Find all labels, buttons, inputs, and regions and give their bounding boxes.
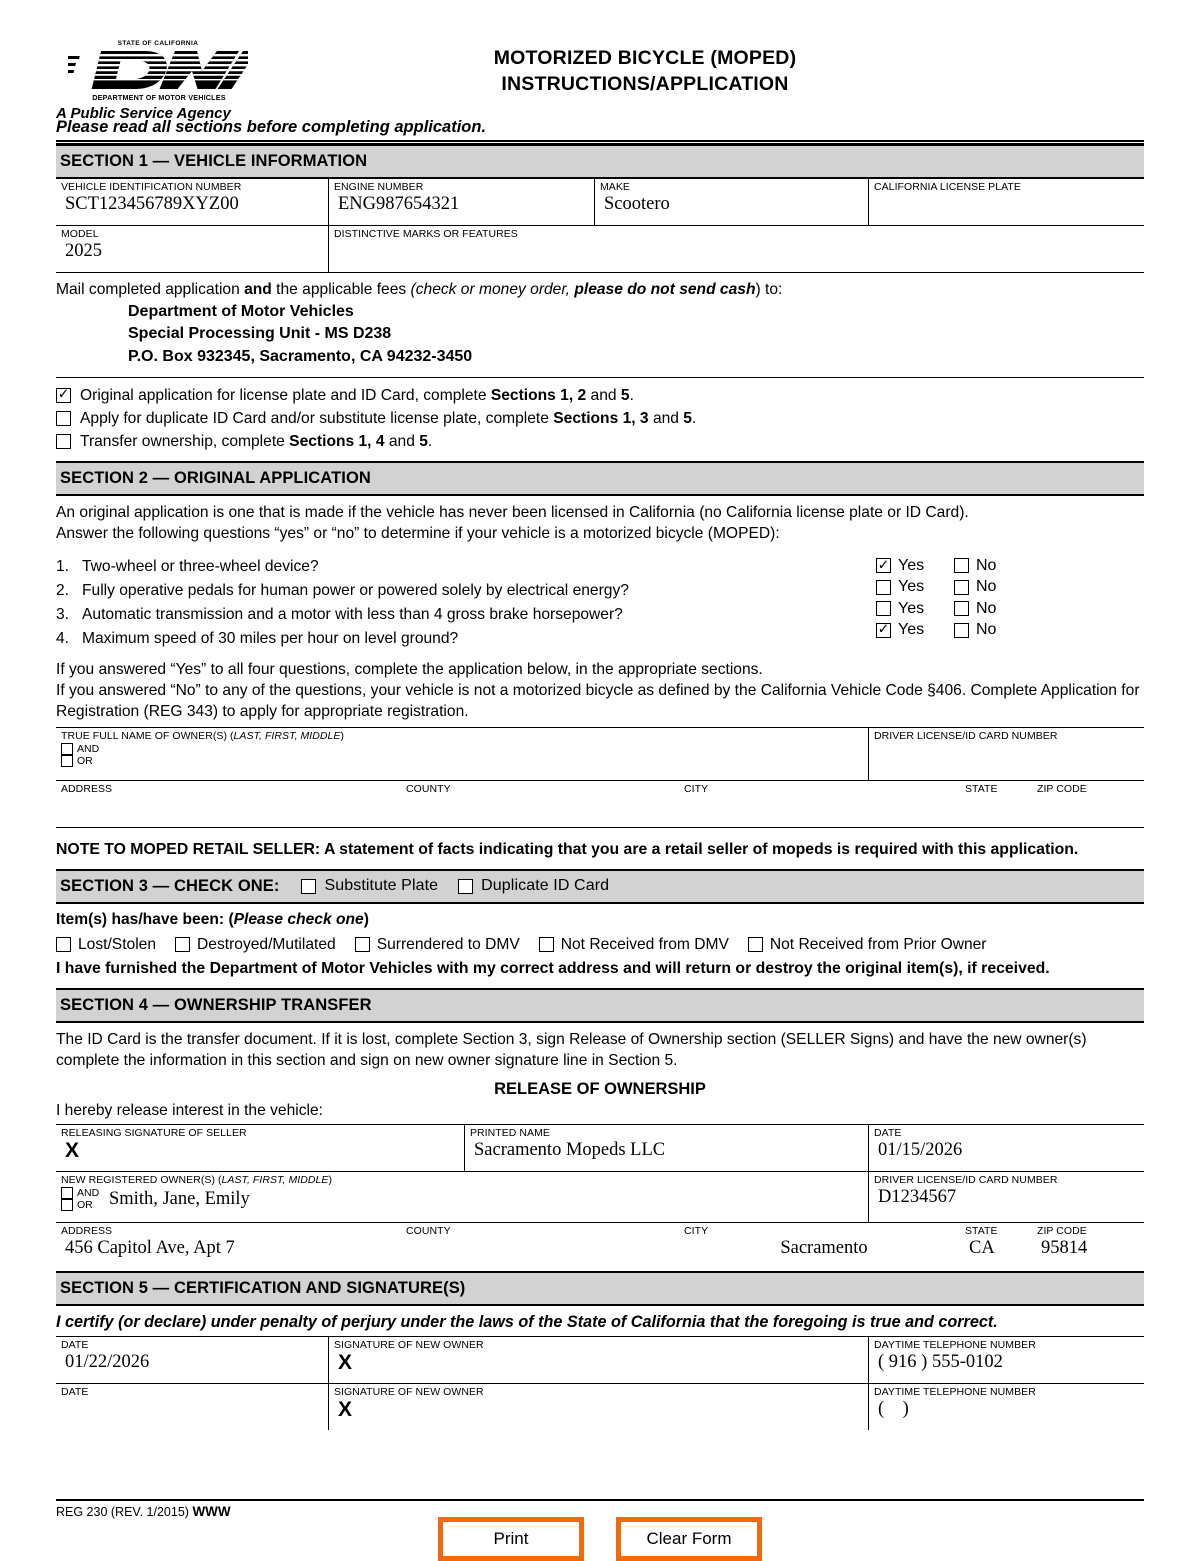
form-header: [56, 0, 1144, 122]
mailing-paren-bold: please do not send cash: [574, 281, 756, 298]
engine-number-label: ENGINE NUMBER: [334, 181, 424, 193]
items-line-a: Item(s) has/have been: (: [56, 910, 234, 928]
cert-date-field-1[interactable]: [56, 1337, 328, 1383]
owner-dl-label: DRIVER LICENSE/ID CARD NUMBER: [874, 729, 1058, 742]
retail-seller-note: NOTE TO MOPED RETAIL SELLER: A statement of facts indicating that you are a retail seller of mopeds is required with this application.: [56, 840, 1079, 858]
section-2-title: SECTION 2 — ORIGINAL APPLICATION: [60, 469, 371, 488]
logo-dept-label: DEPARTMENT OF MOTOR VEHICLES: [92, 93, 226, 102]
question-3-answers: [876, 598, 1144, 620]
new-owner-city-value: Sacramento: [780, 1238, 868, 1259]
new-owner-and-checkbox[interactable]: [61, 1187, 73, 1199]
model-value: 2025: [65, 241, 102, 261]
question-3-no-checkbox[interactable]: [954, 601, 969, 616]
question-4-text: Maximum speed of 30 miles per hour on level ground?: [82, 630, 459, 648]
section-5-title: SECTION 5 — CERTIFICATION AND SIGNATURE(S): [60, 1279, 466, 1298]
moped-questions: [56, 555, 1144, 652]
answered-yes-note: If you answered “Yes” to all four questions, complete the application below, in the appropriate sections.: [56, 661, 763, 679]
purpose-duplicate-post: .: [691, 410, 697, 428]
purpose-duplicate-mid: and: [648, 410, 684, 428]
question-1-yes-label: Yes: [898, 556, 925, 574]
mailing-divider: [56, 377, 1144, 378]
seller-date-value: 01/15/2026: [878, 1140, 963, 1161]
question-2: [56, 579, 876, 603]
seller-signature-value: X: [65, 1139, 80, 1163]
owner-county-value: [406, 795, 679, 796]
purpose-transfer-bold2: 5: [419, 433, 428, 451]
item-destroyed-label: Destroyed/Mutilated: [197, 935, 336, 953]
cert-signature-value-1: X: [338, 1351, 353, 1375]
mailing-address-line-3: P.O. Box 932345, Sacramento, CA 94232-3450: [128, 347, 473, 365]
purpose-original-bold2: 5: [620, 386, 630, 404]
item-not-received-dmv-option[interactable]: [539, 936, 729, 954]
cert-phone-field-1[interactable]: [868, 1337, 1144, 1383]
new-owner-state-field[interactable]: [960, 1223, 1032, 1269]
new-owner-county-value: [406, 1237, 679, 1238]
owner-name-label-b: ): [340, 729, 345, 742]
item-not-received-prior-label: Not Received from Prior Owner: [769, 935, 987, 953]
footer-divider: [56, 1499, 1144, 1501]
owner-name-label-a: TRUE FULL NAME OF OWNER(S) (: [61, 729, 234, 742]
question-2-yes-label: Yes: [898, 578, 925, 596]
question-1-no-label: No: [976, 556, 997, 574]
owner-and-checkbox[interactable]: [61, 743, 73, 755]
question-4-no-checkbox[interactable]: [954, 623, 969, 638]
owner-and-label: AND: [77, 742, 100, 755]
engine-number-field[interactable]: [328, 179, 594, 225]
new-owner-zip-field[interactable]: [1032, 1223, 1144, 1269]
form-www-tag: WWW: [192, 1504, 231, 1519]
new-owner-address-value: 456 Capitol Ave, Apt 7: [65, 1238, 235, 1259]
mailing-address-line-1: Department of Motor Vehicles: [128, 302, 354, 320]
item-not-received-prior-option[interactable]: [748, 936, 987, 954]
section-1-bottom-divider: [56, 272, 1144, 273]
new-owner-row: [56, 1172, 1144, 1222]
distinctive-marks-field[interactable]: [328, 226, 1144, 272]
mailing-intro-b: the applicable fees: [271, 281, 411, 298]
purpose-duplicate-bold: Sections 1, 3: [553, 410, 649, 428]
owner-name-field[interactable]: [56, 728, 868, 780]
owner-city-label: CITY: [684, 782, 709, 795]
item-lost-stolen-label: Lost/Stolen: [78, 935, 157, 953]
substitute-plate-checkbox[interactable]: [301, 879, 316, 894]
seller-date-field[interactable]: [868, 1125, 1144, 1171]
purpose-option-transfer[interactable]: [56, 431, 1144, 453]
new-owner-or-label: OR: [77, 1199, 93, 1212]
yes-no-column: [876, 555, 1144, 652]
purpose-duplicate-label: [80, 408, 696, 430]
owner-name-label-italic: LAST, FIRST, MIDDLE: [233, 729, 341, 742]
cert-date-label-2: DATE: [61, 1386, 89, 1399]
seller-printed-name-label: PRINTED NAME: [470, 1127, 550, 1140]
distinctive-marks-label: DISTINCTIVE MARKS OR FEATURES: [334, 228, 518, 240]
cert-phone-label-1: DAYTIME TELEPHONE NUMBER: [874, 1339, 1036, 1352]
cert-signature-value-2: X: [338, 1398, 353, 1422]
model-field[interactable]: [56, 226, 328, 272]
owner-zip-field[interactable]: [1032, 781, 1144, 827]
items-check-one-line: [56, 910, 1144, 931]
question-2-number: 2.: [56, 581, 70, 599]
section-2-intro-2: Answer the following questions “yes” or “no” to determine if your vehicle is a motorized bicycle (MOPED):: [56, 525, 780, 543]
mailing-paren-a: (check or money order,: [410, 281, 575, 298]
mailing-address-line-2: Special Processing Unit - MS D238: [128, 325, 392, 343]
owner-dl-field[interactable]: [868, 728, 1144, 780]
engine-number-value: ENG987654321: [338, 194, 460, 214]
dmv-mailing-address: [128, 301, 1144, 368]
purpose-original-post: .: [629, 386, 634, 404]
form-action-buttons: [56, 1517, 1144, 1561]
new-owner-name-field[interactable]: [56, 1172, 868, 1222]
item-not-received-dmv-checkbox[interactable]: [539, 937, 554, 952]
owner-zip-label: ZIP CODE: [1037, 782, 1087, 795]
section-4-intro: The ID Card is the transfer document. If it is lost, complete Section 3, sign Release of Ownership section (SELLER Signs) and have the new owner(s) complete the information in this section and sign on new owner signature line in Section 5.: [56, 1030, 1087, 1069]
purpose-option-duplicate[interactable]: [56, 408, 1144, 430]
moped-question-list: [56, 555, 876, 652]
item-not-received-dmv-label: Not Received from DMV: [560, 935, 729, 953]
cert-phone-value-1: ( 916 ) 555-0102: [878, 1352, 1003, 1373]
title-line-1: MOTORIZED BICYCLE (MOPED): [493, 47, 797, 69]
item-lost-stolen-checkbox[interactable]: [56, 937, 71, 952]
owner-state-label: STATE: [965, 782, 998, 795]
question-1-answers: [876, 555, 1144, 577]
seller-printed-name-field[interactable]: [464, 1125, 868, 1171]
purpose-original-label: [80, 385, 634, 407]
purpose-original-checkbox[interactable]: [56, 388, 71, 403]
form-footer: [56, 1499, 1144, 1548]
section-2-bottom-rule: [56, 827, 1144, 828]
new-owner-state-value: CA: [969, 1238, 995, 1259]
owner-city-field[interactable]: [679, 781, 960, 827]
new-owner-zip-value: 95814: [1041, 1238, 1088, 1259]
question-2-text: Fully operative pedals for human power or powered solely by electrical energy?: [82, 581, 629, 599]
cert-signature-label-1: SIGNATURE OF NEW OWNER: [334, 1339, 484, 1352]
section-2-address-row: [56, 781, 1144, 827]
cert-signature-label-2: SIGNATURE OF NEW OWNER: [334, 1386, 484, 1399]
license-plate-field[interactable]: [868, 179, 1144, 225]
release-of-ownership-heading: RELEASE OF OWNERSHIP: [494, 1080, 706, 1099]
question-3-yes-checkbox[interactable]: [876, 601, 891, 616]
new-owner-label-italic: LAST, FIRST, MIDDLE: [221, 1174, 329, 1187]
purpose-option-original[interactable]: [56, 385, 1144, 407]
purpose-transfer-checkbox[interactable]: [56, 434, 71, 449]
purpose-original-mid: and: [586, 386, 621, 404]
new-owner-address-row: [56, 1223, 1144, 1269]
section-4-title: SECTION 4 — OWNERSHIP TRANSFER: [60, 995, 372, 1014]
new-owner-and-or-group: [61, 1186, 105, 1211]
license-plate-value: [874, 193, 1144, 194]
question-3-no-label: No: [976, 599, 997, 617]
purpose-transfer-bold: Sections 1, 4: [289, 433, 385, 451]
new-owner-city-field[interactable]: [679, 1223, 960, 1269]
purpose-transfer-pre: Transfer ownership, complete: [80, 433, 290, 451]
new-owner-name-value: Smith, Jane, Emily: [109, 1188, 250, 1209]
question-3-text: Automatic transmission and a motor with less than 4 gross brake horsepower?: [82, 606, 623, 624]
cert-phone-number-1: 555-0102: [931, 1352, 1003, 1373]
item-not-received-prior-checkbox[interactable]: [748, 937, 763, 952]
duplicate-id-checkbox[interactable]: [458, 879, 473, 894]
furnished-address-statement: I have furnished the Department of Motor Vehicles with my correct address and will return or destroy the original item(s), if received.: [56, 959, 1050, 977]
question-3-yes-label: Yes: [898, 599, 925, 617]
cert-phone-value-2: ( ): [878, 1399, 914, 1420]
mailing-intro-to: to:: [760, 281, 783, 298]
substitute-plate-label: Substitute Plate: [324, 877, 439, 895]
owner-address-field[interactable]: [56, 781, 401, 827]
vin-field[interactable]: [56, 179, 328, 225]
item-status-options: [56, 936, 1144, 954]
dmv-logo: [56, 40, 296, 122]
owner-name-label: [61, 730, 868, 742]
mailing-paren-b: ): [755, 281, 761, 298]
section-5-header: [56, 1271, 1144, 1306]
section-2-owner-row: [56, 728, 1144, 780]
new-owner-and-label: AND: [77, 1187, 100, 1200]
cert-date-field-2[interactable]: [56, 1384, 328, 1430]
question-2-no-checkbox[interactable]: [954, 580, 969, 595]
new-owner-label-a: NEW REGISTERED OWNER(S) (: [61, 1174, 222, 1187]
question-3: [56, 603, 876, 627]
section-3-header: [56, 871, 1144, 904]
license-plate-label: CALIFORNIA LICENSE PLATE: [874, 181, 1021, 193]
section-3-title: SECTION 3 — CHECK ONE:: [60, 876, 280, 895]
section-4-header: [56, 988, 1144, 1023]
certification-statement: I certify (or declare) under penalty of perjury under the laws of the State of California that the foregoing is true and correct.: [56, 1313, 998, 1332]
dmv-logotype-icon: [68, 47, 248, 93]
cert-phone-field-2[interactable]: [868, 1384, 1144, 1430]
mailing-intro-a: Mail completed application: [56, 281, 245, 298]
question-1-yes-checkbox[interactable]: [876, 558, 891, 573]
cert-phone-area-1: 916: [888, 1352, 917, 1373]
question-1-number: 1.: [56, 557, 70, 575]
seller-printed-name-value: Sacramento Mopeds LLC: [474, 1140, 666, 1161]
new-owner-dl-field[interactable]: [868, 1172, 1144, 1222]
items-line-b: ): [363, 910, 369, 928]
purpose-duplicate-bold2: 5: [683, 410, 692, 428]
item-surrendered-checkbox[interactable]: [355, 937, 370, 952]
owner-or-label: OR: [77, 754, 93, 767]
owner-and-or-group: [61, 742, 105, 767]
cert-signature-field-1[interactable]: [328, 1337, 868, 1383]
question-4-yes-checkbox[interactable]: [876, 623, 891, 638]
owner-dl-value: [874, 742, 1144, 743]
purpose-original-bold: Sections 1, 2: [490, 386, 587, 404]
item-lost-stolen-option[interactable]: [56, 936, 156, 954]
question-2-yes-checkbox[interactable]: [876, 580, 891, 595]
release-intro: I hereby release interest in the vehicle:: [56, 1102, 323, 1120]
mailing-instructions: [56, 280, 1144, 301]
question-4-number: 4.: [56, 630, 70, 648]
section-1-row-1: [56, 179, 1144, 225]
items-line-italic: Please check one: [233, 910, 364, 928]
purpose-transfer-label: [80, 431, 432, 453]
new-owner-county-label: COUNTY: [406, 1225, 451, 1238]
distinctive-marks-value: [334, 240, 1144, 241]
purpose-original-pre: Original application for license plate and ID Card, complete: [80, 386, 491, 404]
cert-date-value-1: 01/22/2026: [65, 1352, 150, 1373]
duplicate-id-label: Duplicate ID Card: [481, 877, 610, 895]
question-4-answers: [876, 619, 1144, 641]
seller-date-label: DATE: [874, 1127, 902, 1140]
new-owner-and-option[interactable]: [61, 1187, 105, 1199]
question-3-number: 3.: [56, 606, 70, 624]
owner-city-value: [684, 795, 960, 796]
logo-tagline: A Public Service Agency: [56, 105, 231, 122]
seller-signature-label: RELEASING SIGNATURE OF SELLER: [61, 1127, 247, 1140]
model-label: MODEL: [61, 228, 99, 240]
vin-value: SCT123456789XYZ00: [65, 194, 239, 214]
purpose-transfer-post: .: [427, 433, 433, 451]
purpose-options: [56, 385, 1144, 453]
make-field[interactable]: [594, 179, 868, 225]
owner-address-value: [61, 795, 401, 796]
read-all-notice: Please read all sections before completing application.: [56, 118, 487, 136]
owner-and-option[interactable]: [61, 743, 105, 755]
section-2-header: [56, 461, 1144, 496]
question-4-no-label: No: [976, 621, 997, 639]
new-owner-zip-label: ZIP CODE: [1037, 1225, 1087, 1238]
item-destroyed-option[interactable]: [175, 936, 336, 954]
seller-signature-field[interactable]: [56, 1125, 464, 1171]
question-4: [56, 627, 876, 651]
clear-form-button[interactable]: Clear Form: [616, 1517, 762, 1561]
owner-county-label: COUNTY: [406, 782, 451, 795]
new-owner-address-label: ADDRESS: [61, 1225, 113, 1238]
make-label: MAKE: [600, 181, 630, 193]
purpose-duplicate-pre: Apply for duplicate ID Card and/or substitute license plate, complete: [80, 410, 554, 428]
owner-or-checkbox[interactable]: [61, 755, 73, 767]
question-1-no-checkbox[interactable]: [954, 558, 969, 573]
section-1-title: SECTION 1 — VEHICLE INFORMATION: [60, 152, 368, 170]
new-owner-state-label: STATE: [965, 1225, 998, 1238]
item-surrendered-label: Surrendered to DMV: [376, 935, 520, 953]
new-owner-county-field[interactable]: [401, 1223, 679, 1269]
new-owner-or-option[interactable]: [61, 1199, 105, 1211]
section-2-intro-1: An original application is one that is made if the vehicle has never been licensed in California (no California license plate or ID Card).: [56, 504, 969, 522]
owner-or-option[interactable]: [61, 755, 105, 767]
title-line-2: INSTRUCTIONS/APPLICATION: [501, 72, 789, 95]
question-1-text: Two-wheel or three-wheel device?: [82, 557, 319, 575]
section-1-row-2: [56, 226, 1144, 272]
mailing-intro-and: and: [244, 281, 272, 298]
new-owner-dl-value: D1234567: [878, 1187, 957, 1208]
new-owner-address-field[interactable]: [56, 1223, 401, 1269]
new-owner-label-b: ): [328, 1174, 333, 1187]
new-owner-or-checkbox[interactable]: [61, 1199, 73, 1211]
certification-row-2: [56, 1384, 1144, 1430]
logo-state-label: STATE OF CALIFORNIA: [117, 40, 199, 47]
release-signature-row: [56, 1125, 1144, 1171]
substitute-plate-option[interactable]: [301, 877, 438, 895]
owner-county-field[interactable]: [401, 781, 679, 827]
new-owner-dl-label: DRIVER LICENSE/ID CARD NUMBER: [874, 1174, 1058, 1187]
question-2-no-label: No: [976, 578, 997, 596]
owner-state-value: [965, 795, 1032, 796]
answered-no-note: If you answered “No” to any of the questions, your vehicle is not a motorized bicycle as defined by the California Vehicle Code §406. Complete Application for Registration (REG 343) to apply for appropriate registration.: [56, 682, 1140, 720]
new-owner-city-label: CITY: [684, 1225, 709, 1238]
question-4-yes-label: Yes: [898, 621, 925, 639]
question-1: [56, 555, 876, 579]
cert-signature-field-2[interactable]: [328, 1384, 868, 1430]
certification-row-1: [56, 1337, 1144, 1383]
page-title: [296, 40, 1144, 97]
vin-label: VEHICLE IDENTIFICATION NUMBER: [61, 181, 242, 193]
form-number: REG 230 (REV. 1/2015): [56, 1505, 189, 1519]
purpose-transfer-mid: and: [384, 433, 420, 451]
item-destroyed-checkbox[interactable]: [175, 937, 190, 952]
make-value: Scootero: [604, 194, 670, 214]
section-1-header: [56, 144, 1144, 179]
owner-zip-value: [1037, 795, 1144, 796]
owner-name-value: [105, 742, 109, 743]
owner-address-label: ADDRESS: [61, 782, 113, 795]
item-surrendered-option[interactable]: [355, 936, 520, 954]
owner-state-field[interactable]: [960, 781, 1032, 827]
cert-phone-label-2: DAYTIME TELEPHONE NUMBER: [874, 1386, 1036, 1399]
duplicate-id-option[interactable]: [458, 877, 609, 895]
question-2-answers: [876, 576, 1144, 598]
print-button[interactable]: Print: [438, 1517, 584, 1561]
new-owner-name-label: [61, 1174, 868, 1186]
cert-date-label-1: DATE: [61, 1339, 89, 1352]
cert-date-value-2: [61, 1398, 328, 1399]
purpose-duplicate-checkbox[interactable]: [56, 411, 71, 426]
